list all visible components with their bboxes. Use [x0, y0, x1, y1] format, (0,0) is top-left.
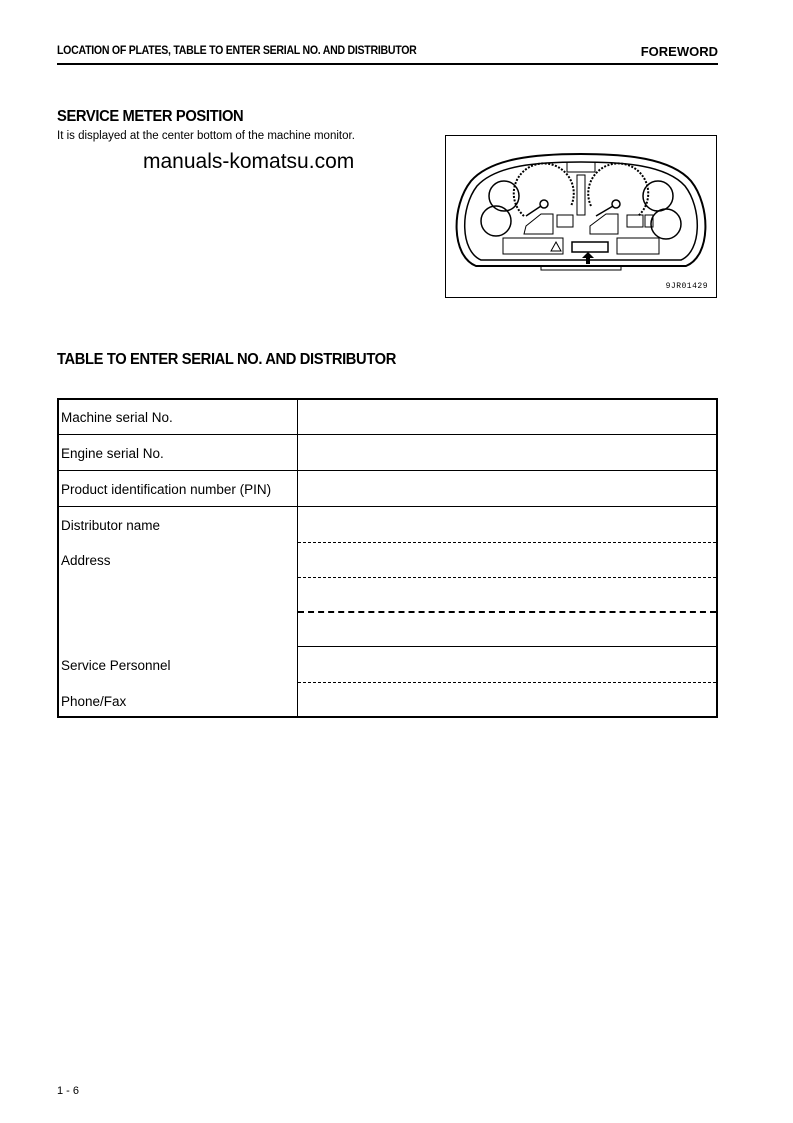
header-chapter: FOREWORD	[640, 44, 718, 59]
row-divider	[59, 506, 716, 507]
machine-monitor-figure	[445, 135, 717, 298]
label-machine-serial: Machine serial No.	[61, 410, 173, 425]
label-distributor-name: Distributor name	[61, 518, 161, 533]
entry-line	[298, 682, 716, 683]
label-engine-serial: Engine serial No.	[61, 446, 164, 461]
machine-monitor-illustration	[446, 136, 716, 297]
watermark: manuals-komatsu.com	[143, 150, 355, 173]
column-divider	[297, 400, 298, 716]
row-divider	[59, 470, 716, 471]
entry-line	[298, 542, 716, 543]
service-meter-heading: SERVICE METER POSITION	[57, 108, 244, 125]
entry-line	[298, 577, 716, 578]
service-meter-description: It is displayed at the center bottom of the machine monitor.	[57, 130, 355, 142]
header-rule	[57, 63, 718, 65]
label-phone-fax: Phone/Fax	[61, 694, 127, 709]
figure-code: 9JR01429	[665, 282, 708, 291]
row-divider	[59, 434, 716, 435]
header-section-title: LOCATION OF PLATES, TABLE TO ENTER SERIAL NO. AND DISTRIBUTOR	[57, 45, 417, 57]
label-address: Address	[61, 553, 111, 568]
entry-line	[298, 611, 716, 613]
page-number: 1 - 6	[57, 1085, 80, 1097]
label-service-personnel: Service Personnel	[61, 658, 171, 673]
label-pin: Product identification number (PIN)	[61, 482, 272, 497]
entry-line	[298, 646, 716, 647]
serial-table-heading: TABLE TO ENTER SERIAL NO. AND DISTRIBUTOR	[57, 351, 397, 368]
serial-distributor-table	[57, 398, 718, 718]
